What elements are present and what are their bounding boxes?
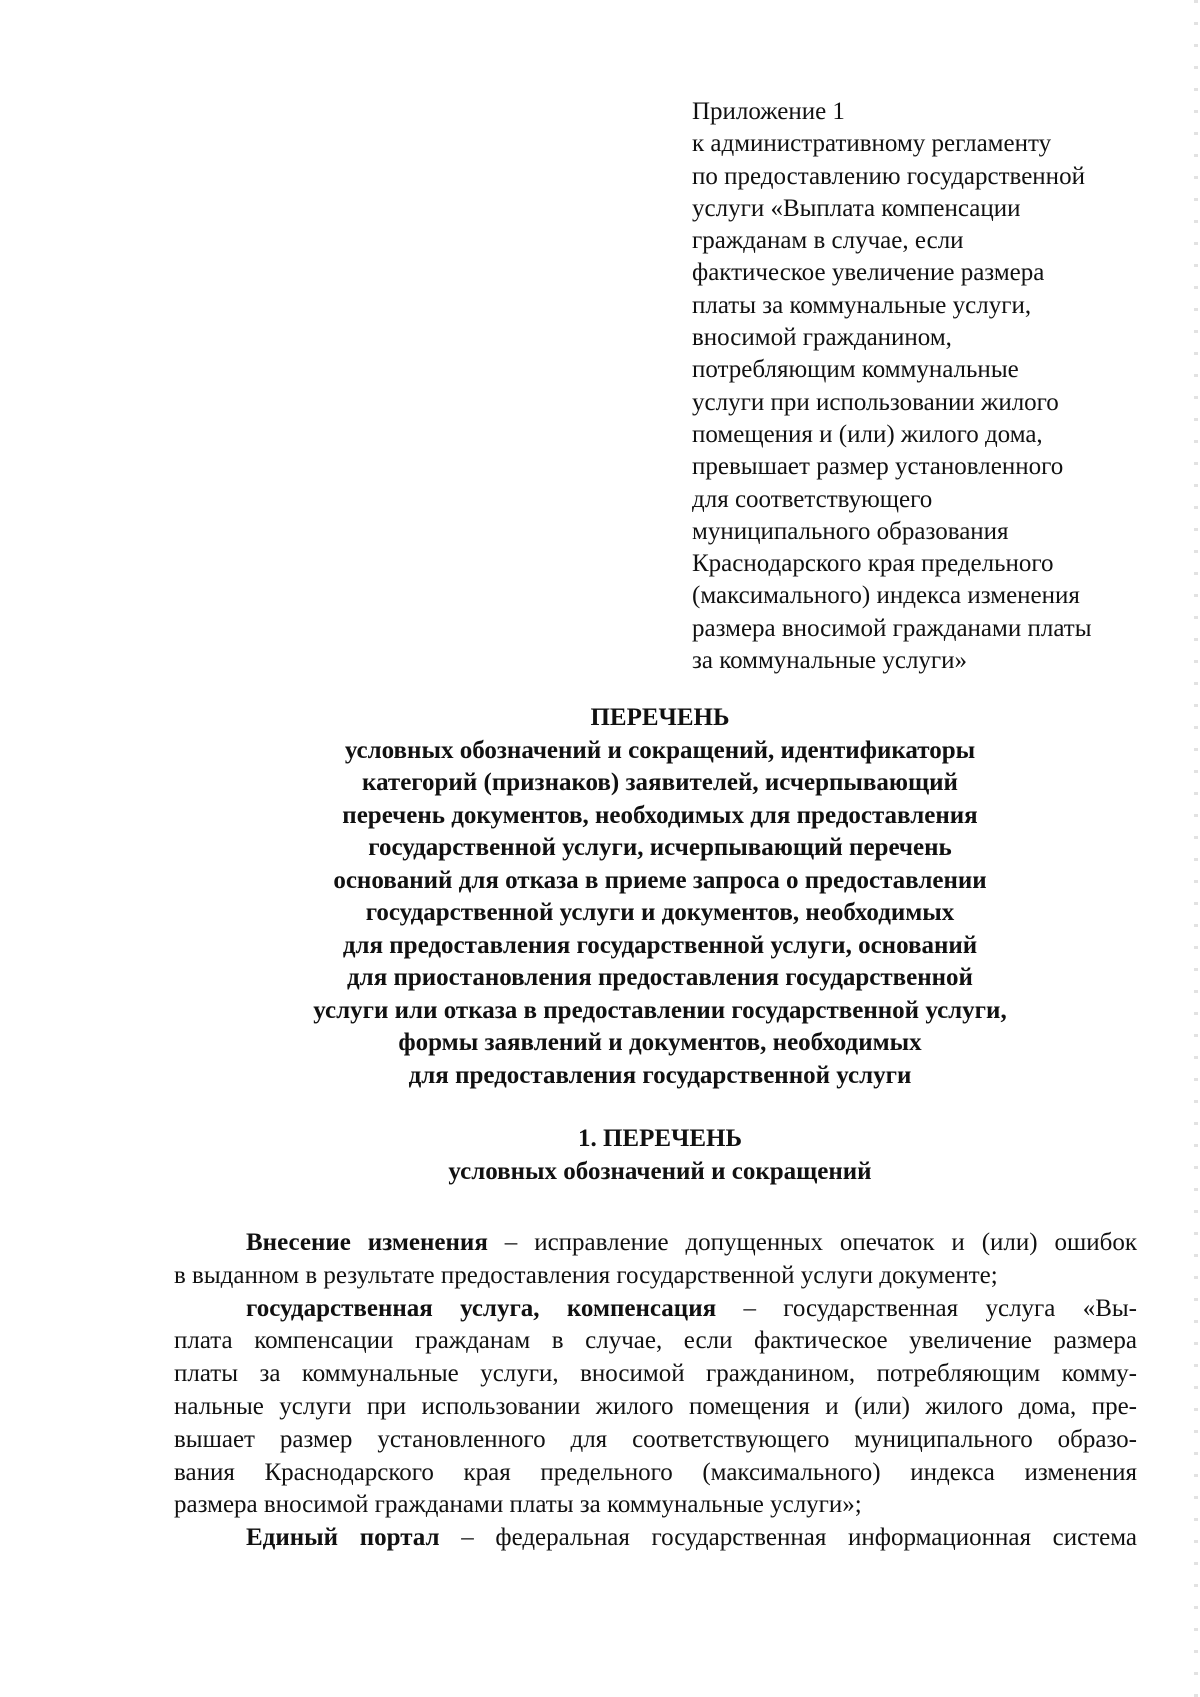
appendix-line: услуги «Выплата компенсации bbox=[692, 194, 1021, 222]
definition-line: платы за коммунальные услуги, вносимой гражданином, потребляющим комму- bbox=[174, 1360, 1137, 1388]
definition-line bbox=[174, 1293, 1137, 1326]
title-line: государственной услуги, исчерпывающий перечень bbox=[368, 834, 952, 861]
appendix-line: вносимой гражданином, bbox=[692, 324, 952, 352]
appendix-line: фактическое увеличение размера bbox=[692, 259, 1045, 287]
appendix-line: (максимального) индекса изменения bbox=[692, 582, 1080, 610]
definition-line: размера вносимой гражданами платы за коммунальные услуги»; bbox=[174, 1491, 862, 1519]
appendix-line: к административному регламенту bbox=[692, 130, 1052, 158]
appendix-line: Краснодарского края предельного bbox=[692, 550, 1054, 578]
definition-line: плата компенсации гражданам в случае, если фактическое увеличение размера bbox=[174, 1327, 1137, 1355]
definition-line bbox=[174, 1227, 1137, 1260]
definition-term: Единый портал bbox=[246, 1524, 440, 1552]
title-line: перечень документов, необходимых для предоставления bbox=[342, 801, 978, 829]
appendix-line: муниципального образования bbox=[692, 517, 1009, 545]
definition-term: государственная услуга, компенсация bbox=[246, 1294, 717, 1322]
appendix-line: потребляющим коммунальные bbox=[692, 356, 1019, 384]
appendix-line: гражданам в случае, если bbox=[692, 227, 964, 255]
appendix-line: размера вносимой гражданами платы bbox=[692, 614, 1092, 642]
scan-edge-artifact bbox=[1194, 0, 1198, 1697]
appendix-line: Приложение 1 bbox=[692, 98, 845, 125]
appendix-line: за коммунальные услуги» bbox=[692, 647, 968, 675]
appendix-line: для соответствующего bbox=[692, 485, 933, 513]
definition-line: нальные услуги при использовании жилого помещения и (или) жилого дома, пре- bbox=[174, 1392, 1137, 1420]
appendix-line: помещения и (или) жилого дома, bbox=[692, 420, 1043, 448]
definition-text: – государственная услуга «Вы- bbox=[716, 1294, 1137, 1322]
title-line: для предоставления государственной услуги, оснований bbox=[342, 931, 978, 959]
definition-text: – федеральная государственная информационная система bbox=[439, 1524, 1137, 1552]
definition-term: Внесение изменения bbox=[246, 1229, 488, 1256]
title-line: формы заявлений и документов, необходимых bbox=[398, 1029, 922, 1056]
title-line: оснований для отказа в приеме запроса о предоставлении bbox=[333, 866, 987, 894]
title-line: условных обозначений и сокращений, идентификаторы bbox=[344, 736, 976, 764]
section-subheading: условных обозначений и сокращений bbox=[448, 1157, 872, 1185]
appendix-line: платы за коммунальные услуги, bbox=[692, 291, 1032, 319]
appendix-line: превышает размер установленного bbox=[692, 453, 1064, 481]
definition-line: вания Краснодарского края предельного (максимального) индекса изменения bbox=[174, 1458, 1137, 1486]
appendix-line: по предоставлению государственной bbox=[692, 162, 1085, 190]
title-line: категорий (признаков) заявителей, исчерпывающий bbox=[362, 769, 958, 796]
title-line: для предоставления государственной услуги bbox=[408, 1061, 912, 1089]
title-line: для приостановления предоставления государственной bbox=[347, 964, 973, 991]
definition-line: в выданном в результате предоставления государственной услуги документе; bbox=[174, 1261, 998, 1289]
definition-line: вышает размер установленного для соответствующего муниципального образо- bbox=[174, 1425, 1137, 1453]
title-line: государственной услуги и документов, необходимых bbox=[365, 899, 955, 926]
definitions-text bbox=[174, 1227, 1137, 1555]
section-header bbox=[170, 1123, 1150, 1188]
appendix-header bbox=[692, 96, 1162, 677]
title-line: услуги или отказа в предоставлении государственной услуги, bbox=[313, 996, 1007, 1024]
section-heading: 1. ПЕРЕЧЕНЬ bbox=[577, 1125, 743, 1152]
document-title bbox=[170, 702, 1150, 1092]
title-line: ПЕРЕЧЕНЬ bbox=[590, 704, 730, 731]
definition-line bbox=[174, 1522, 1137, 1555]
definition-text: – исправление допущенных опечаток и (или) ошибок bbox=[487, 1229, 1137, 1256]
appendix-line: услуги при использовании жилого bbox=[692, 388, 1059, 416]
